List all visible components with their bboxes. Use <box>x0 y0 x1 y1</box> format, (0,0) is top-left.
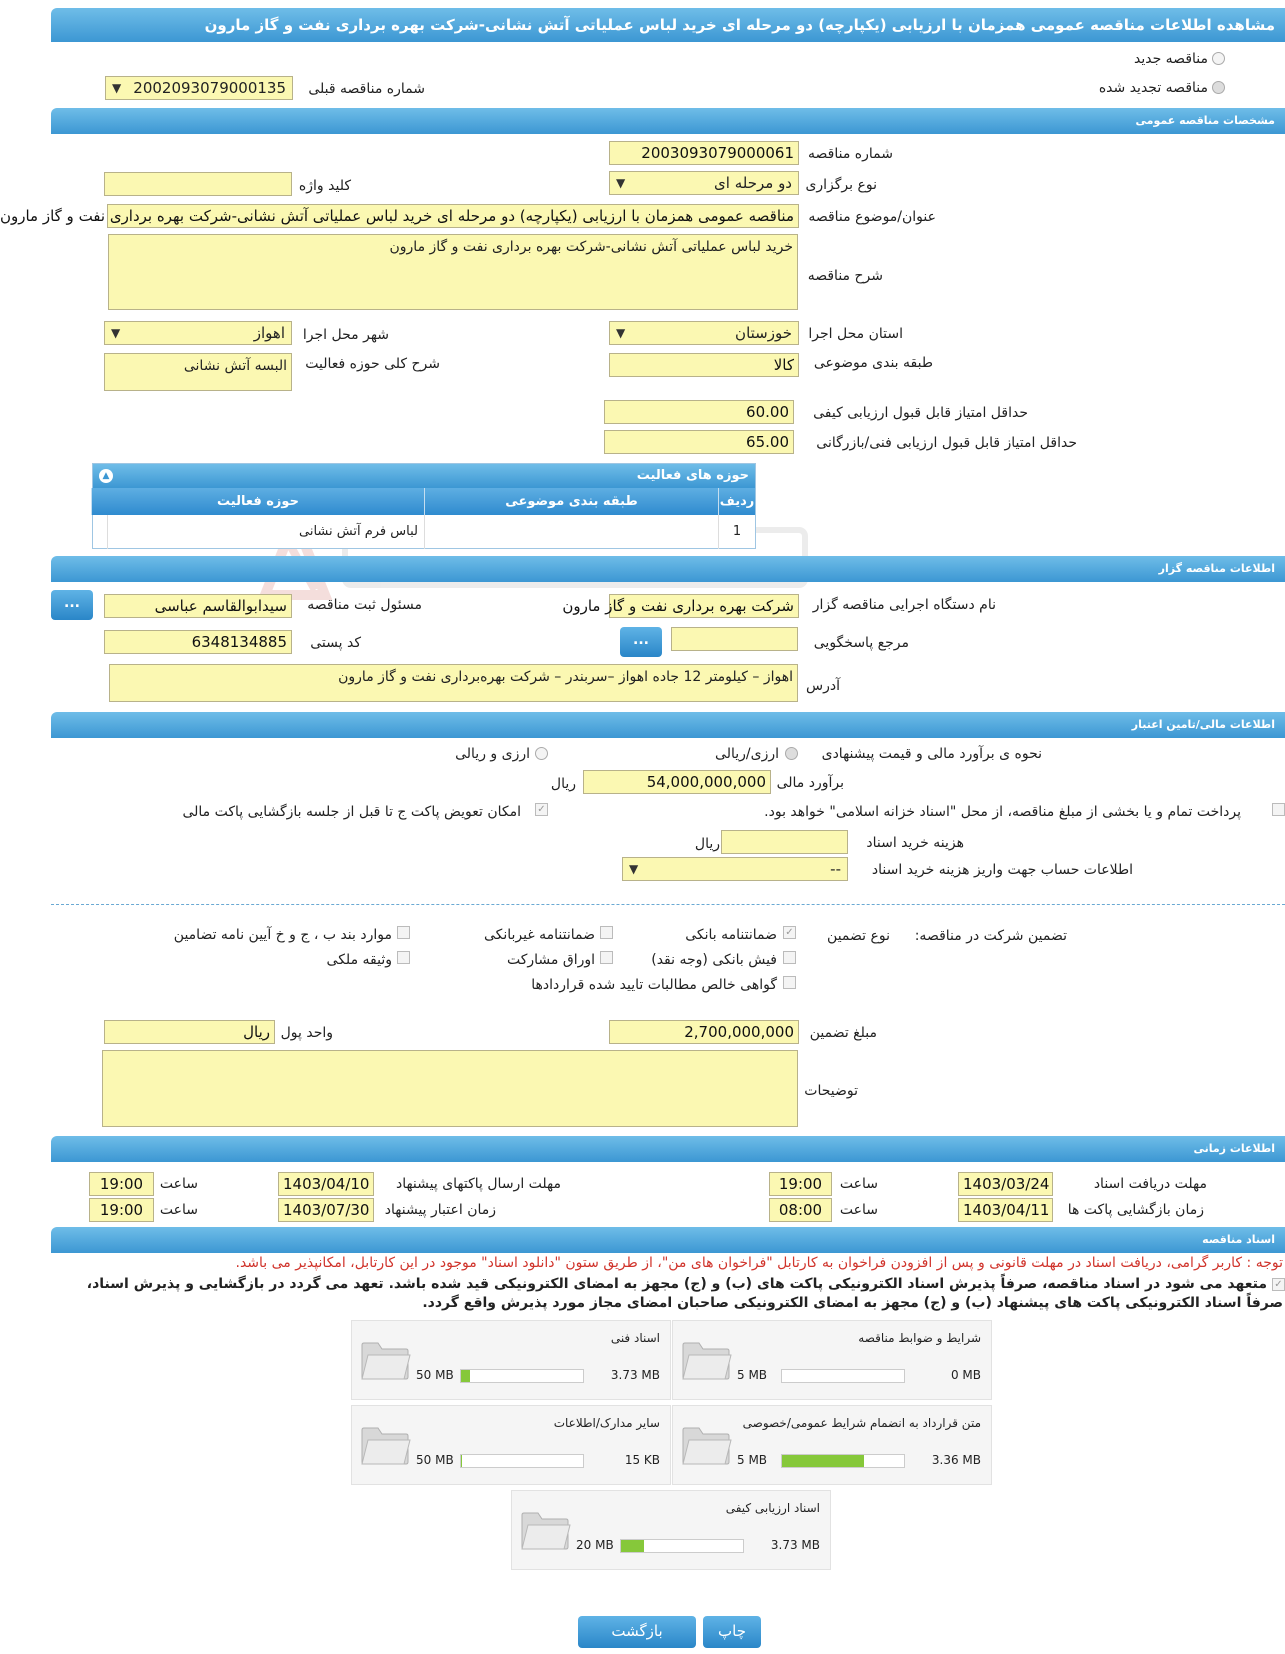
doc-fee-unit: ریال <box>694 836 720 852</box>
validity-label: زمان اعتبار پیشنهاد <box>384 1202 496 1218</box>
file-max-size: 50 MB <box>416 1453 454 1467</box>
file-card[interactable] <box>351 1405 671 1485</box>
subject-field[interactable]: مناقصه عمومی همزمان با ارزیابی (یکپارچه) دو مرحله ای خرید لباس عملیاتی آتش نشانی-شرکت بهره برداری نفت و گاز مارون <box>107 204 799 228</box>
guarantee-amount-field[interactable]: 2,700,000,000 <box>609 1020 799 1044</box>
collapse-icon[interactable]: ▲ <box>99 469 113 483</box>
postal-field[interactable]: 6348134885 <box>104 630 292 654</box>
file-progress-track <box>781 1454 905 1468</box>
organizer-name-field[interactable]: شرکت بهره برداری نفت و گاز مارون <box>609 594 799 618</box>
registrar-label: مسئول ثبت مناقصه <box>307 597 422 613</box>
method-select[interactable]: ▼ دو مرحله ای <box>609 171 799 195</box>
account-select[interactable]: ▼ -- <box>622 857 848 881</box>
estimate-rial-label: ارزی/ریالی <box>715 746 779 762</box>
city-label: شهر محل اجرا <box>302 327 389 343</box>
treasury-checkbox[interactable] <box>1272 803 1285 816</box>
activity-desc-label: شرح کلی حوزه فعالیت <box>305 356 440 372</box>
min-tech-field[interactable]: 65.00 <box>604 430 794 454</box>
file-current-size: 15 KB <box>624 1453 660 1467</box>
file-max-size: 50 MB <box>416 1368 454 1382</box>
commit-line-2: صرفاً اسناد الکترونیکی پاکت های پیشنهاد (ب) و (ج) مجهز به امضای الکترونیکی صاحبان امضای مجاز مورد پذیرش واقع گردد. <box>422 1295 1283 1311</box>
guarantee-amount-label: مبلغ تضمین <box>809 1025 877 1041</box>
file-max-size: 5 MB <box>737 1368 768 1382</box>
send-deadline-time-field[interactable]: 19:00 <box>89 1172 154 1196</box>
registrar-more-button[interactable]: ... <box>51 590 93 620</box>
col-field: حوزه فعالیت <box>91 488 424 515</box>
table-row-category <box>424 515 718 549</box>
file-progress-fill <box>782 1455 864 1467</box>
method-label: نوع برگزاری <box>805 177 877 193</box>
file-card[interactable] <box>672 1405 992 1485</box>
back-button[interactable]: بازگشت <box>578 1616 696 1648</box>
commit-checkbox[interactable]: ✓ <box>1272 1278 1285 1291</box>
section-timing: اطلاعات زمانی <box>51 1136 1285 1162</box>
property-label: وثیقه ملکی <box>326 952 392 968</box>
description-label: شرح مناقصه <box>807 268 883 284</box>
activity-panel-header: حوزه های فعالیت ▲ <box>93 464 755 488</box>
file-current-size: 3.73 MB <box>770 1538 820 1552</box>
file-card[interactable] <box>511 1490 831 1570</box>
window-title: مشاهده اطلاعات مناقصه عمومی همزمان با ارزیابی (یکپارچه) دو مرحله ای خرید لباس عملیاتی آتش نشانی-شرکت بهره برداری نفت و گاز مارون <box>51 8 1285 42</box>
file-card[interactable] <box>351 1320 671 1400</box>
file-progress-track <box>460 1454 584 1468</box>
tender-number-label: شماره مناقصه <box>808 146 893 162</box>
send-deadline-time-label: ساعت <box>159 1176 198 1192</box>
file-current-size: 0 MB <box>950 1368 981 1382</box>
section-general: مشخصات مناقصه عمومی <box>51 108 1285 134</box>
print-button[interactable]: چاپ <box>703 1616 761 1648</box>
opening-label: زمان بازگشایی پاکت ها <box>1067 1202 1204 1218</box>
receive-deadline-label: مهلت دریافت اسناد <box>1093 1176 1207 1192</box>
notes-label: توضیحات <box>804 1083 858 1099</box>
estimate-currency-radio[interactable] <box>535 747 548 760</box>
opening-date-field[interactable]: 1403/04/11 <box>958 1198 1053 1222</box>
chevron-down-icon: ▼ <box>111 326 121 340</box>
file-name: متن قرارداد به انضمام شرایط عمومی/خصوصی <box>742 1416 981 1430</box>
divider <box>51 904 1285 905</box>
clause-items-checkbox[interactable] <box>397 926 410 939</box>
file-name: اسناد ارزیابی کیفی <box>725 1501 820 1515</box>
chevron-down-icon: ▼ <box>616 326 626 340</box>
property-checkbox[interactable] <box>397 951 410 964</box>
section-documents: اسناد مناقصه <box>51 1227 1285 1253</box>
estimate-rial-radio[interactable] <box>785 747 798 760</box>
envelope-swap-label: امکان تعویض پاکت ج تا قبل از جلسه بازگشایی پاکت مالی <box>182 804 521 820</box>
currency-label: واحد پول <box>280 1025 333 1041</box>
estimate-field[interactable]: 54,000,000,000 <box>583 770 771 794</box>
estimate-method-label: نحوه ی برآورد مالی و قیمت پیشنهادی <box>821 746 1042 762</box>
description-field[interactable]: خرید لباس عملیاتی آتش نشانی-شرکت بهره برداری نفت و گاز مارون <box>108 234 798 310</box>
estimate-currency-label: ارزی و ریالی <box>455 746 530 762</box>
col-row: ردیف <box>718 488 755 515</box>
notes-field[interactable] <box>102 1050 798 1127</box>
city-select[interactable]: ▼ اهواز <box>104 321 292 345</box>
folder-icon <box>360 1424 412 1466</box>
file-current-size: 3.73 MB <box>610 1368 660 1382</box>
table-row-field: لباس فرم آتش نشانی <box>107 515 424 549</box>
new-tender-label: مناقصه جدید <box>1133 51 1208 67</box>
file-progress-track <box>460 1369 584 1383</box>
file-current-size: 3.36 MB <box>931 1453 981 1467</box>
bank-receipt-checkbox[interactable] <box>783 951 796 964</box>
reference-field[interactable] <box>671 627 798 651</box>
folder-icon <box>360 1339 412 1381</box>
estimate-unit: ریال <box>550 776 576 792</box>
province-select[interactable]: ▼ خوزستان <box>609 321 799 345</box>
send-deadline-label: مهلت ارسال پاکتهای پیشنهاد <box>395 1176 561 1192</box>
file-name: سایر مدارک/اطلاعات <box>553 1416 660 1430</box>
new-tender-radio[interactable] <box>1212 52 1225 65</box>
category-field[interactable]: کالا <box>609 353 799 377</box>
receive-deadline-time-field[interactable]: 19:00 <box>769 1172 832 1196</box>
renewed-tender-radio[interactable] <box>1212 81 1225 94</box>
doc-fee-field[interactable] <box>721 830 848 854</box>
bank-guarantee-checkbox[interactable]: ✓ <box>783 926 796 939</box>
tender-number-field[interactable]: 2003093079000061 <box>609 141 799 165</box>
envelope-swap-checkbox[interactable]: ✓ <box>535 803 548 816</box>
section-financial: اطلاعات مالی/تامین اعتبار <box>51 712 1285 738</box>
validity-time-label: ساعت <box>159 1202 198 1218</box>
currency-field[interactable]: ریال <box>104 1020 275 1044</box>
file-card[interactable] <box>672 1320 992 1400</box>
nonbank-guarantee-checkbox[interactable] <box>600 926 613 939</box>
file-name: اسناد فنی <box>610 1331 660 1345</box>
province-label: استان محل اجرا <box>808 326 903 342</box>
file-name: شرایط و ضوابط مناقصه <box>858 1331 981 1345</box>
chevron-down-icon: ▼ <box>616 176 626 190</box>
file-progress-track <box>620 1539 744 1553</box>
reference-label: مرجع پاسخگویی <box>813 635 909 651</box>
validity-time-field[interactable]: 19:00 <box>89 1198 154 1222</box>
activity-panel <box>92 463 756 549</box>
nonbank-guarantee-label: ضمانتنامه غیربانکی <box>483 927 595 943</box>
subject-label: عنوان/موضوع مناقصه <box>808 209 936 225</box>
opening-time-label: ساعت <box>839 1202 878 1218</box>
receivables-checkbox[interactable] <box>783 976 796 989</box>
prev-number-select[interactable]: ▼ 2002093079000135 <box>105 76 293 100</box>
activity-desc-field[interactable]: البسه آتش نشانی <box>104 353 292 391</box>
guarantee-type-label: نوع تضمین <box>827 928 890 944</box>
col-category: طبقه بندی موضوعی <box>424 488 718 515</box>
prev-number-label: شماره مناقصه قبلی <box>308 81 425 97</box>
account-label: اطلاعات حساب جهت واریز هزینه خرید اسناد <box>871 862 1133 878</box>
folder-icon <box>681 1339 733 1381</box>
file-progress-track <box>781 1369 905 1383</box>
clause-items-label: موارد بند ب ، ج و خ آیین نامه تضامین <box>173 927 392 943</box>
min-quality-field[interactable]: 60.00 <box>604 400 794 424</box>
file-progress-fill <box>621 1540 644 1552</box>
receivables-label: گواهی خالص مطالبات تایید شده قراردادها <box>531 977 777 993</box>
chevron-down-icon: ▼ <box>629 862 639 876</box>
keyword-label: کلید واژه <box>298 178 351 194</box>
bank-receipt-label: فیش بانکی (وجه نقد) <box>651 952 777 968</box>
bonds-checkbox[interactable] <box>600 951 613 964</box>
folder-icon <box>520 1509 572 1551</box>
reference-more-button[interactable]: ... <box>620 627 662 657</box>
section-organizer: اطلاعات مناقصه گزار <box>51 556 1285 582</box>
renewed-tender-label: مناقصه تجدید شده <box>1098 80 1208 96</box>
min-quality-label: حداقل امتیاز قابل قبول ارزیابی کیفی <box>813 405 1028 421</box>
keyword-field[interactable] <box>104 172 292 196</box>
file-progress-fill <box>461 1370 470 1382</box>
chevron-down-icon: ▼ <box>112 81 122 95</box>
folder-icon <box>681 1424 733 1466</box>
receive-deadline-time-label: ساعت <box>839 1176 878 1192</box>
registrar-field[interactable]: سیدابوالقاسم عباسی <box>104 594 292 618</box>
send-deadline-date-field[interactable]: 1403/04/10 <box>278 1172 374 1196</box>
category-label: طبقه بندی موضوعی <box>813 355 933 371</box>
treasury-label: پرداخت تمام و یا بخشی از مبلغ مناقصه، از محل "اسناد خزانه اسلامی" خواهد بود. <box>764 804 1241 820</box>
address-field[interactable]: اهواز – کیلومتر 12 جاده اهواز –سربندر – شرکت بهره‌برداری نفت و گاز مارون <box>109 664 798 702</box>
receive-deadline-date-field[interactable]: 1403/03/24 <box>958 1172 1053 1196</box>
validity-date-field[interactable]: 1403/07/30 <box>278 1198 374 1222</box>
estimate-label: برآورد مالی <box>776 775 844 791</box>
file-max-size: 20 MB <box>576 1538 614 1552</box>
table-row-index: 1 <box>718 515 755 549</box>
postal-label: کد پستی <box>310 635 361 651</box>
opening-time-field[interactable]: 08:00 <box>769 1198 832 1222</box>
bank-guarantee-label: ضمانتنامه بانکی <box>685 927 777 943</box>
file-max-size: 5 MB <box>737 1453 768 1467</box>
doc-fee-label: هزینه خرید اسناد <box>866 835 964 851</box>
address-label: آدرس <box>806 678 840 694</box>
documents-notice: توجه : کاربر گرامی، دریافت اسناد در مهلت قانونی و پس از افزودن فراخوان به کارتابل "فراخوان های من"، از طریق ستون "دانلود اسناد" موجود در این کارتابل، امکانپذیر می باشد. <box>235 1255 1283 1271</box>
bonds-label: اوراق مشارکت <box>506 952 595 968</box>
commit-line-1: متعهد می شود در اسناد مناقصه، صرفاً پذیرش اسناد الکترونیکی پاکت های (ب) و (ج) مجهز به امضای الکترونیکی قید شده باشد. تعهد می گردد در بازگشایی و پذیرش اسناد، <box>86 1276 1267 1292</box>
organizer-name-label: نام دستگاه اجرایی مناقصه گزار <box>812 597 996 613</box>
participation-guarantee-label: تضمین شرکت در مناقصه: <box>914 928 1067 944</box>
min-tech-label: حداقل امتیاز قابل قبول ارزیابی فنی/بازرگانی <box>816 435 1077 451</box>
